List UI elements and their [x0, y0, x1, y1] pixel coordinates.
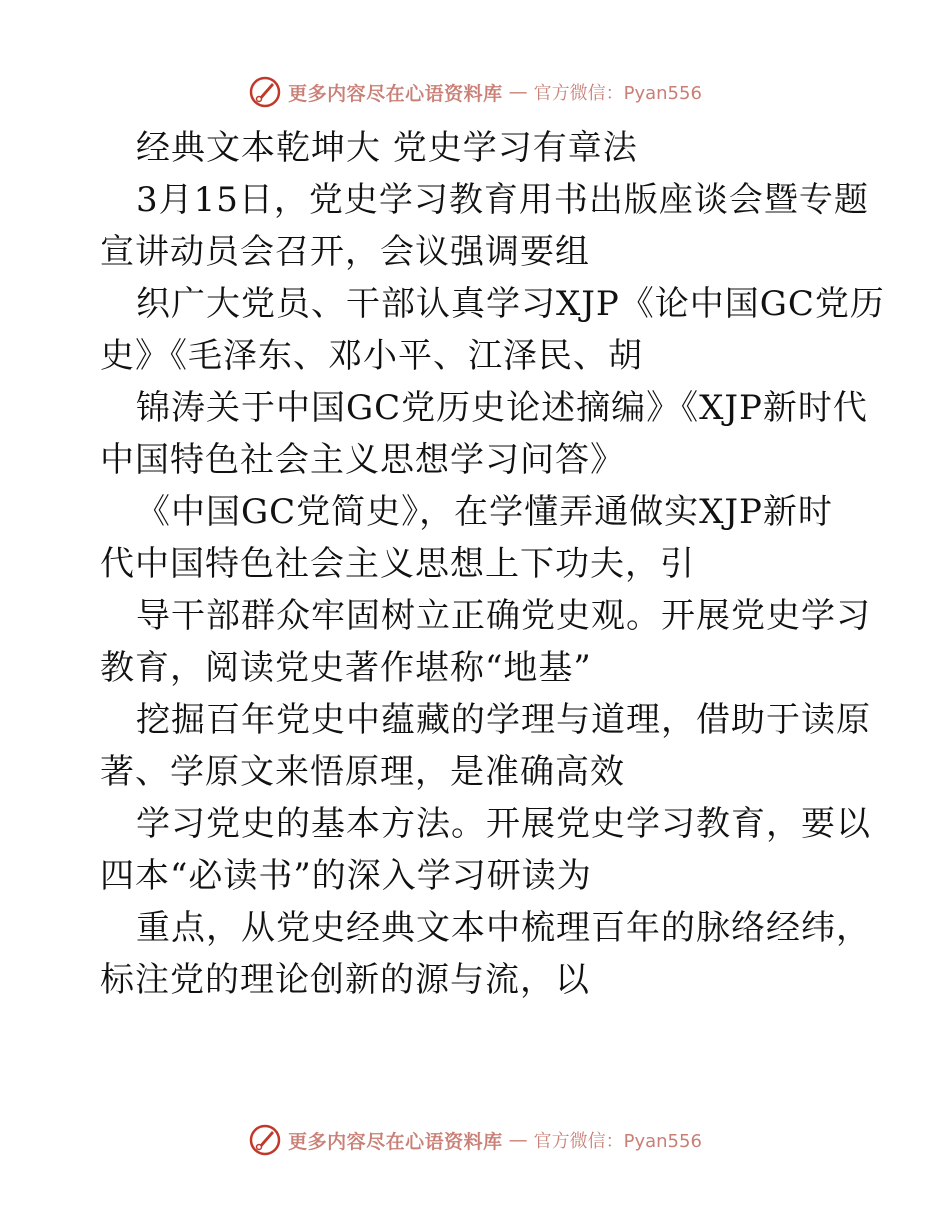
paragraph-line: 织广大党员、干部认真学习XJP《论中国GC党历	[136, 284, 885, 324]
paragraph-line: 教育，阅读党史著作堪称“地基”	[100, 648, 592, 688]
footer-banner	[0, 1120, 950, 1160]
paragraph-line: 锦涛关于中国GC党历史论述摘编》《XJP新时代	[136, 388, 868, 428]
quill-logo-icon	[248, 1123, 282, 1157]
paragraph-line: 史》《毛泽东、邓小平、江泽民、胡	[100, 336, 643, 376]
paragraph-line: 《中国GC党简史》，在学懂弄通做实XJP新时	[136, 492, 833, 532]
quill-logo-icon	[248, 75, 282, 109]
header-wechat-text: 官方微信：Pyan556	[533, 83, 702, 104]
paragraph-line: 导干部群众牢固树立正确党史观。开展党史学习	[136, 596, 871, 636]
document-body	[100, 122, 885, 1006]
paragraph-line: 中国特色社会主义思想学习问答》	[100, 440, 625, 480]
footer-wechat-text: 官方微信：Pyan556	[533, 1131, 702, 1152]
header-site-text: 更多内容尽在心语资料库	[288, 82, 503, 105]
paragraph-line: 挖掘百年党史中蕴藏的学理与道理，借助于读原	[136, 700, 871, 740]
paragraph-line: 3月15日，党史学习教育用书出版座谈会暨专题	[136, 180, 869, 220]
header-separator: —	[508, 81, 528, 103]
header-banner	[0, 72, 950, 112]
paragraph-line: 学习党史的基本方法。开展党史学习教育，要以	[136, 804, 871, 844]
paragraph-line: 著、学原文来悟原理，是准确高效	[100, 752, 625, 792]
footer-separator: —	[508, 1129, 528, 1151]
paragraph-line: 宣讲动员会召开，会议强调要组	[100, 232, 590, 272]
paragraph-line: 重点，从党史经典文本中梳理百年的脉络经纬，	[136, 908, 871, 948]
paragraph-line: 四本“必读书”的深入学习研读为	[100, 856, 592, 896]
paragraph-line: 代中国特色社会主义思想上下功夫，引	[100, 544, 695, 584]
document-title: 经典文本乾坤大 党史学习有章法	[136, 128, 638, 168]
paragraph-line: 标注党的理论创新的源与流，以	[100, 960, 590, 1000]
footer-site-text: 更多内容尽在心语资料库	[288, 1130, 503, 1153]
